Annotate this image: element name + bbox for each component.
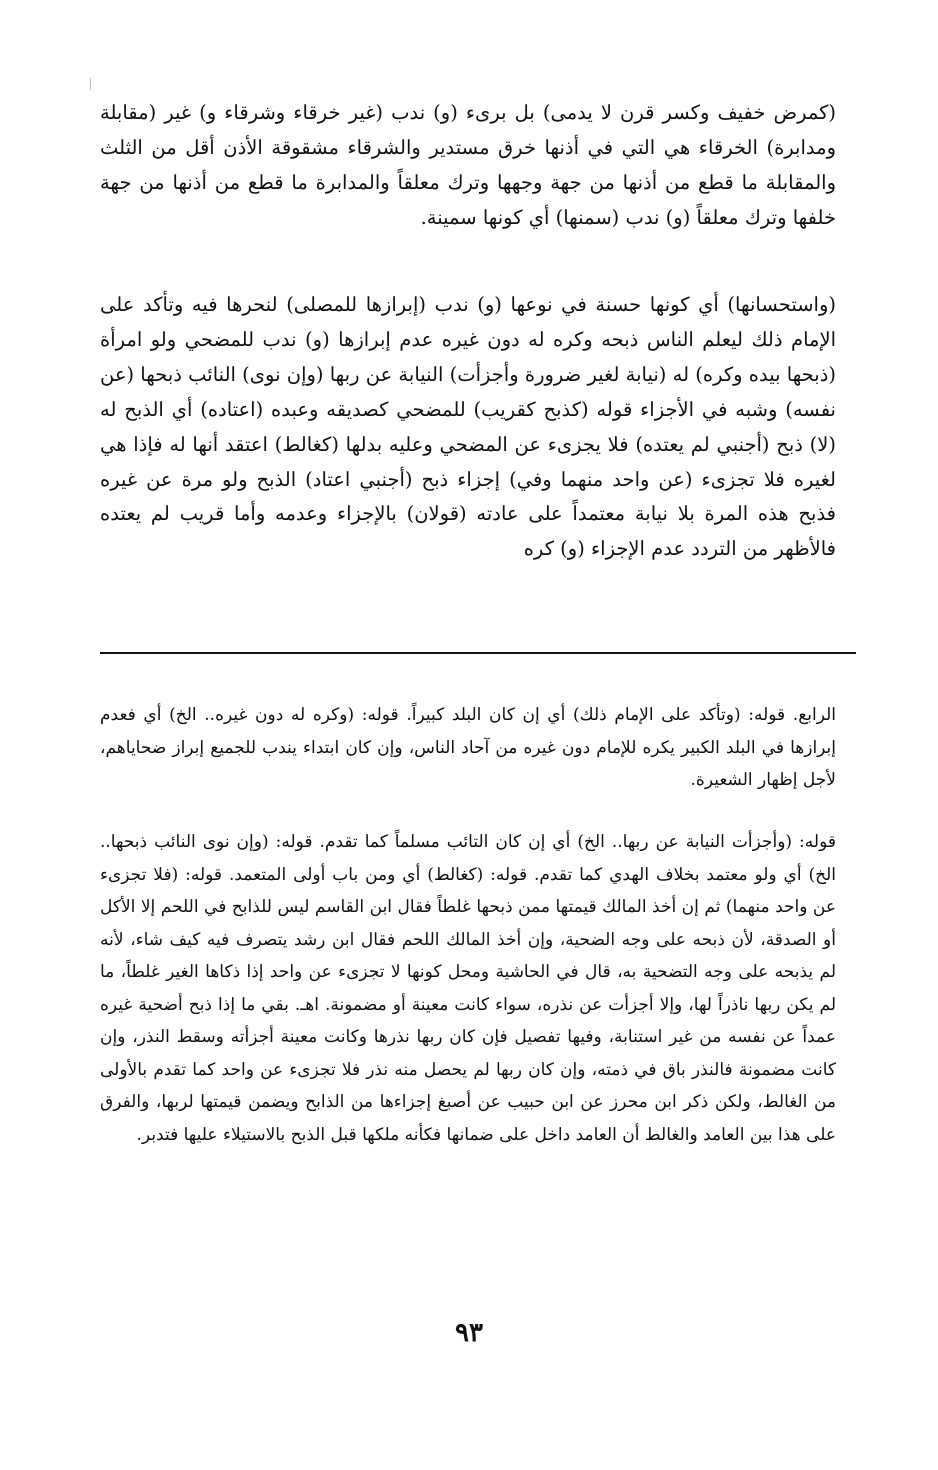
- main-text-paragraph-2: (واستحسانها) أي كونها حسنة في نوعها (و) ندب (إبرازها للمصلى) لنحرها فيه وتأكد على الإمام ذلك ليعلم الناس ذبحه وكره له دون غيره عدم إبرازها (و) ندب للمضحي ولو امرأة (ذبحها بيده وكره) له (نيابة لغير ضرورة وأجزأت) النيابة عن ربها (وإن نوى) النائب ذبحها (عن نفسه) وشبه في الأجزاء قوله (كذبح كقريب) للمضحي كصديقه وعبده (اعتاده) أي الذبح له (لا) ذبح (أجنبي لم يعتده) فلا يجزىء عن المضحي وعليه بدلها (كغالط) اعتقد أنها له فإذا هي لغيره فلا تجزىء (عن واحد منهما وفي) إجزاء ذبح (أجنبي اعتاد) الذبح ولو مرة عن غيره فذبح هذه المرة بلا نيابة معتمداً على عادته (قولان) بالإجزاء وعدمه وأما قريب لم يعتده فالأظهر من التردد عدم الإجزاء (و) كره: [100, 293, 836, 561]
- main-text-paragraph-1: (كمرض خفيف وكسر قرن لا يدمى) بل برىء (و) ندب (غير خرقاء وشرقاء و) غير (مقابلة ومدابرة) الخرقاء هي التي في أذنها خرق مستدير والشرقاء مشقوقة الأذن أقل من الثلث والمقابلة ما قطع من أذنها من جهة وجهها وترك معلقاً والمدابرة ما قطع من أذنها من جهة خلفها وترك معلقاً (و) ندب (سمنها) أي كونها سمينة.: [100, 101, 836, 229]
- footnote-divider: [100, 652, 856, 654]
- margin-mark: [90, 78, 91, 90]
- footnote-paragraph-1: الرابع. قوله: (وتأكد على الإمام ذلك) أي إن كان البلد كبيراً. قوله: (وكره له دون غيره.. الخ) أي فعدم إبرازها في البلد الكبير يكره للإمام دون غيره من آحاد الناس، وإن كان ابتداء يندب للجميع إبراز ضحاياهم، لأجل إظهار الشعيرة.: [100, 705, 836, 790]
- page-number: ٩٣: [455, 1318, 483, 1348]
- footnote-paragraph-2: قوله: (وأجزأت النيابة عن ربها.. الخ) أي إن كان التائب مسلماً كما تقدم. قوله: (وإن نوى النائب ذبحها.. الخ) أي ولو معتمد بخلاف الهدي كما تقدم. قوله: (كغالط) أي ومن باب أولى المتعمد. قوله: (فلا تجزىء عن واحد منهما) ثم إن أخذ المالك قيمتها ممن ذبحها غلطاً فقال ابن القاسم ليس للذابح في اللحم إلا الأكل أو الصدقة، لأن ذبحه على وجه الضحية، وإن أخذ المالك اللحم فقال ابن رشد يتصرف فيه كيف شاء، لأنه لم يذبحه على وجه التضحية به، قال في الحاشية ومحل كونها لا تجزىء عن واحد إذا ذكاها الغير غلطاً، ما لم يكن ربها ناذراً لها، وإلا أجزأت عن نذره، سواء كانت معينة أو مضمونة. اهـ. بقي ما إذا ذبح أضحية غيره عمداً عن نفسه من غير استنابة، وفيها تفصيل فإن كان ربها نذرها وكانت معينة أجزأته وسقط النذر، وإن كانت مضمونة فالنذر باق في ذمته، وإن كان ربها لم يحصل منه نذر فلا تجزىء عن واحد كما تقدم بالأولى من الغالط، ولكن ذكر ابن محرز عن ابن حبيب عن أصبغ إجزاءها من الذابح ويضمن قيمتها لربها، والفرق على هذا بين العامد والغالط أن العامد داخل على ضمانها فكأنه ملكها قبل الذبح بالاستيلاء عليها فتدبر.: [100, 832, 836, 1145]
